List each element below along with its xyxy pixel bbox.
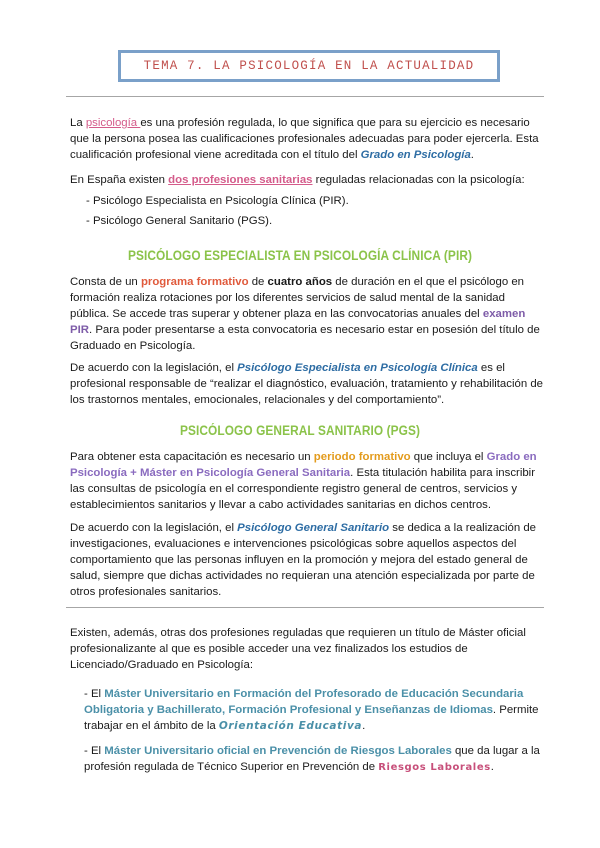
intro-paragraph: La psicología es una profesión regulada, lo que significa que para su ejercicio es necesario que la persona posea las cualificaciones profesionales adecuadas para poder ejercerla. Esta cualificación profesional viene acreditada con el título del Grado en Psicología. [70,117,539,161]
otras-paragraph: Existen, además, otras dos profesiones reguladas que requieren un título de Máster oficial profesionalizante al que es posible acceder una vez finalizados los estudios de Licenciado/Graduado en Psicología: [70,627,526,671]
intro-paragraph-2: En España existen dos profesiones sanitarias reguladas relacionadas con la psicología: [70,174,525,186]
page-title: TEMA 7. LA PSICOLOGÍA EN LA ACTUALIDAD [143,59,475,73]
section-heading-pgs: PSICÓLOGO GENERAL SANITARIO (PGS) [179,423,421,438]
list-item: - Psicólogo General Sanitario (PGS). [86,215,273,227]
pgs-paragraph-2: De acuerdo con la legislación, el Psicólogo General Sanitario se dedica a la realización de investigaciones, evaluaciones e intervenciones psicológicas sobre aquellos aspectos del comportamiento que las personas influyen en la promoción y mejora del estado general de salud, siempre que dichas actividades no requieran una atención especializada por parte de otros profesionales sanitarios. [70,522,536,598]
divider [66,96,544,97]
section-heading-pir: PSICÓLOGO ESPECIALISTA EN PSICOLOGÍA CLÍNICA (PIR) [127,248,473,263]
master-2: - El Máster Universitario oficial en Prevención de Riesgos Laborales que da lugar a la profesión regulada de Técnico Superior en Prevención de Riesgos Laborales. [84,745,540,773]
profesiones-link[interactable]: dos profesiones sanitarias [168,174,313,186]
pir-paragraph-2: De acuerdo con la legislación, el Psicólogo Especialista en Psicología Clínica es el profesional responsable de “realizar el diagnóstico, evaluación, tratamiento y rehabilitación de los trastornos mentales, emocionales, relacionales y del comportamiento”. [70,362,543,406]
pir-paragraph: Consta de un programa formativo de cuatro años de duración en el que el psicólogo en formación realiza rotaciones por los diferentes servicios de salud mental de la sanidad pública. Se accede tras superar y obtener plaza en las convocatorias anuales del examen PIR. Para poder presentarse a esta convocatoria es necesario estar en posesión del título de Graduado en Psicología. [70,276,540,352]
title-box [118,50,500,82]
master-1: - El Máster Universitario en Formación del Profesorado de Educación Secundaria Obligatoria y Bachillerato, Formación Profesional y Enseñanzas de Idiomas. Permite trabajar en el ámbito de la Orientación Educativa. [84,688,539,732]
list-item: - Psicólogo Especialista en Psicología Clínica (PIR). [86,195,349,207]
psicologia-link[interactable]: psicología [85,117,141,129]
divider [66,607,544,608]
pgs-paragraph: Para obtener esta capacitación es necesario un periodo formativo que incluya el Grado en Psicología + Máster en Psicología General Sanitaria. Esta titulación habilita para inscribir las consultas de psicología en el correspondiente registro general de centros, servicios y establecimientos sanitarios y llevar a cabo actividades sanitarias en dichos centros. [70,451,537,511]
